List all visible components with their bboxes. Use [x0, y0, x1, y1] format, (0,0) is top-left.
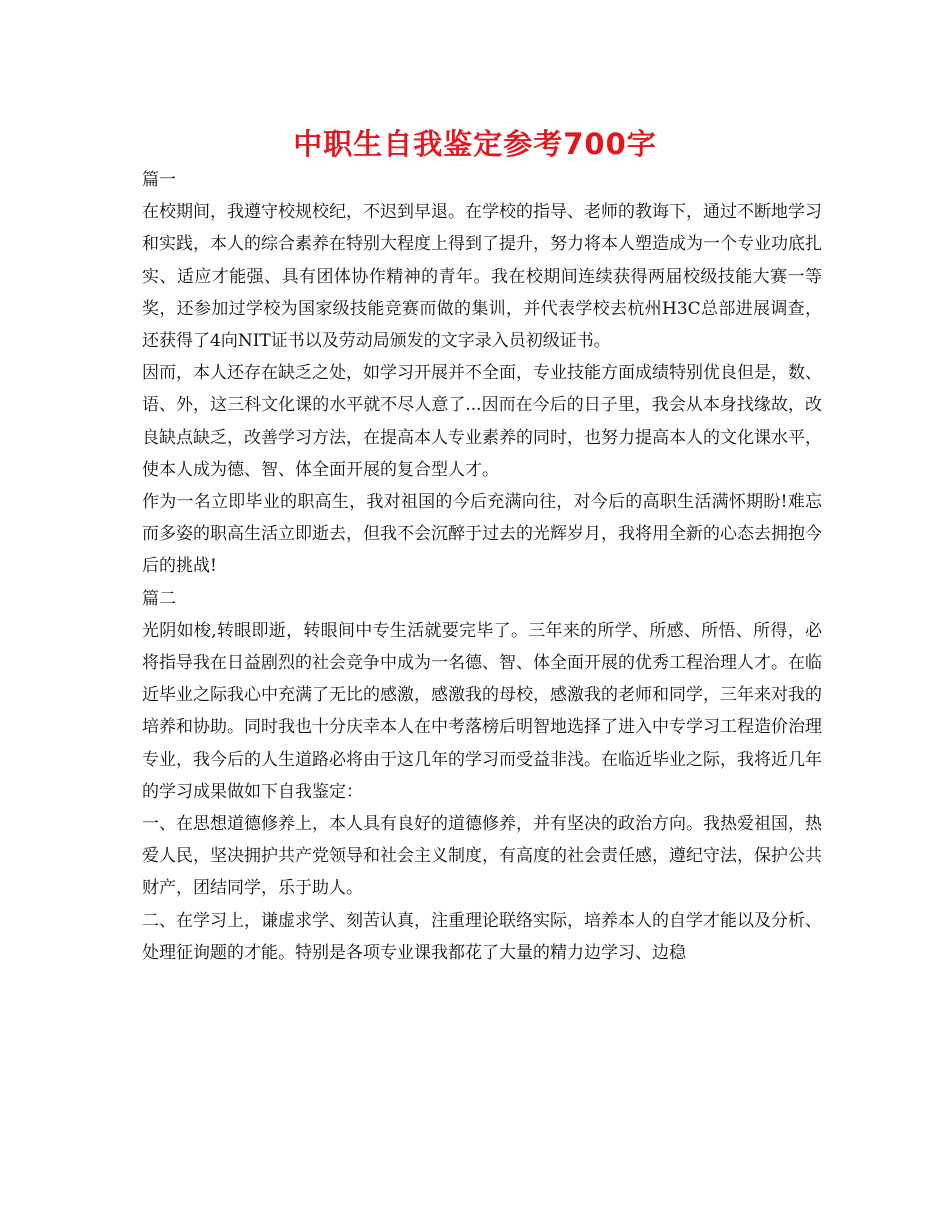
document-body [142, 164, 822, 969]
document-title: 中职生自我鉴定参考700字 [293, 127, 657, 161]
paragraph: 在校期间，我遵守校规校纪，不迟到早退。在学校的指导、老师的教诲下，通过不断地学习和实践，本人的综合素养在特别大程度上得到了提升，努力将本人塑造成为一个专业功底扎实、适应才能强、具有团体协作精神的青年。我在校期间连续获得两届校级技能大赛一等奖，还参加过学校为国家级技能竞赛而做的集训，并代表学校去杭州H3C总部进展调查，还获得了4向NIT证书以及劳动局颁发的文字录入员初级证书。 [142, 202, 822, 352]
paragraph: 作为一名立即毕业的职高生，我对祖国的今后充满向往，对今后的高职生活满怀期盼!难忘而多姿的职高生活立即逝去，但我不会沉醉于过去的光辉岁月，我将用全新的心态去拥抱今后的挑战! [142, 492, 822, 577]
paragraph: 光阴如梭,转眼即逝，转眼间中专生活就要完毕了。三年来的所学、所感、所悟、所得，必将指导我在日益剧烈的社会竞争中成为一名德、智、体全面开展的优秀工程治理人才。在临近毕业之际我心中充满了无比的感激，感激我的母校，感激我的老师和同学，三年来对我的培养和协助。同时我也十分庆幸本人在中考落榜后明智地选择了进入中专学习工程造价治理专业，我今后的人生道路必将由于这几年的学习而受益非浅。在临近毕业之际，我将近几年的学习成果做如下自我鉴定： [142, 620, 822, 802]
section-heading-2: 篇二 [142, 588, 176, 609]
paragraph: 一、在思想道德修养上，本人具有良好的道德修养，并有坚决的政治方向。我热爱祖国，热爱人民，坚决拥护共产党领导和社会主义制度，有高度的社会责任感，遵纪守法，保护公共财产，团结同学，乐于助人。 [142, 814, 822, 899]
paragraph: 因而，本人还存在缺乏之处，如学习开展并不全面，专业技能方面成绩特别优良但是，数、语、外，这三科文化课的水平就不尽人意了...因而在今后的日子里，我会从本身找缘故，改良缺点缺乏，改善学习方法，在提高本人专业素养的同时，也努力提高本人的文化课水平，使本人成为德、智、体全面开展的复合型人才。 [142, 363, 822, 480]
paragraph: 二、在学习上，谦虚求学、刻苦认真，注重理论联络实际，培养本人的自学才能以及分析、处理征询题的才能。特别是各项专业课我都花了大量的精力边学习、边稳 [142, 910, 822, 963]
section-heading-1: 篇一 [142, 170, 176, 190]
